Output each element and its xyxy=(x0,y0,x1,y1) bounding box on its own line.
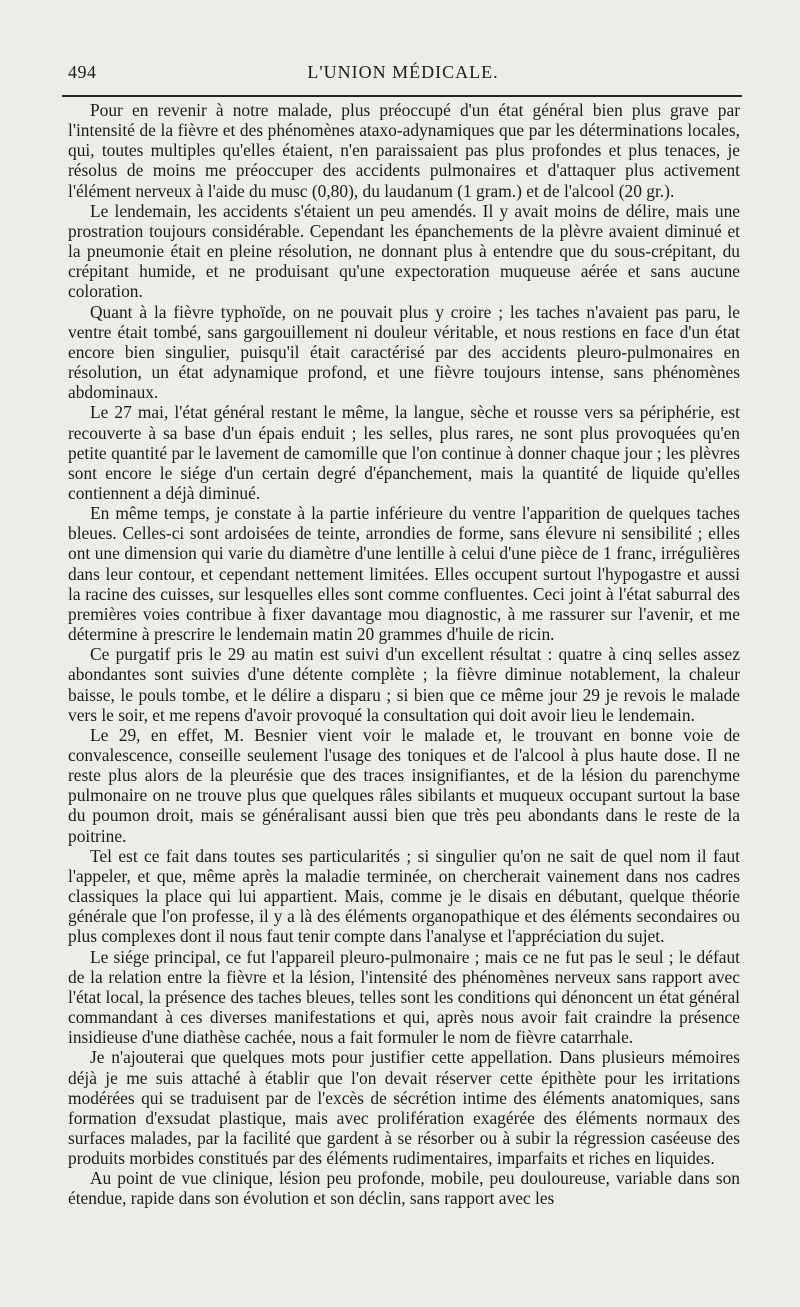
page-number: 494 xyxy=(68,62,97,82)
paragraph: Pour en revenir à notre malade, plus préoccupé d'un état général bien plus grave par l'intensité de la fièvre et des phénomènes ataxo-adynamiques que par les déterminations locales, qui, toutes multiples qu'elles étaient, n'en paraissaient pas plus profondes et plus tenaces, je résolus de moins me préoccuper des accidents pulmonaires et d'attaquer plus activement l'élément nerveux à l'aide du musc (0,80), du laudanum (1 gram.) et de l'alcool (20 gr.). xyxy=(68,100,740,201)
running-title: L'UNION MÉDICALE. xyxy=(307,62,499,82)
page-header xyxy=(68,60,738,90)
header-rule xyxy=(62,95,742,97)
paragraph: Au point de vue clinique, lésion peu profonde, mobile, peu douloureuse, variable dans son étendue, rapide dans son évolution et son déclin, sans rapport avec les xyxy=(68,1168,740,1209)
paragraph: Le lendemain, les accidents s'étaient un peu amendés. Il y avait moins de délire, mais une prostration toujours considérable. Cependant les épanchements de la plèvre avaient diminué et la pneumonie était en pleine résolution, ne donnant plus à entendre que du sous-crépitant, du crépitant humide, et ne produisant qu'une expectoration muqueuse aérée et sans aucune coloration. xyxy=(68,200,740,302)
paragraph: Le 27 mai, l'état général restant le même, la langue, sèche et rousse vers sa périphérie, est recouverte à sa base d'un épais enduit ; les selles, plus rares, ne sont plus provoquées qu'en petite quantité par le lavement de camomille que l'on continue à donner chaque jour ; les plèvres sont encore le siége d'un certain degré d'épanchement, mais la quantité de liquide qu'elles contiennent a déjà diminué. xyxy=(68,402,740,503)
article-body xyxy=(68,100,740,1209)
paragraph: En même temps, je constate à la partie inférieure du ventre l'apparition de quelques taches bleues. Celles-ci sont ardoisées de teinte, arrondies de forme, sans élevure ni sensibilité ; elles ont une dimension qui varie du diamètre d'une lentille à celui d'une pièce de 1 franc, irrégulières dans leur contour, et cependant nettement limitées. Elles occupent surtout l'hypogastre et aussi la racine des cuisses, sur lesquelles elles sont comme confluentes. Ceci joint à l'état saburral des premières voies contribue à fixer davantage mou diagnostic, à me rassurer sur l'avenir, et me détermine à prescrire le lendemain matin 20 grammes d'huile de ricin. xyxy=(68,503,740,645)
paragraph: Le 29, en effet, M. Besnier vient voir le malade et, le trouvant en bonne voie de convalescence, conseille seulement l'usage des toniques et de l'alcool à plus haute dose. Il ne reste plus alors de la pleurésie que des traces insignifiantes, et de la lésion du parenchyme pulmonaire on ne trouve plus que quelques râles sibilants et muqueux occupant surtout la base du poumon droit, mais se généralisant aussi bien que très peu abondants dans le reste de la poitrine. xyxy=(68,724,740,846)
paragraph: Je n'ajouterai que quelques mots pour justifier cette appellation. Dans plusieurs mémoires déjà je me suis attaché à établir que l'on devait réserver cette épithète pour les irritations modérées qui se traduisent par de l'excès de sécrétion intime des éléments anatomiques, sans formation d'exsudat plastique, mais avec prolifération exagérée des éléments normaux des surfaces malades, par la facilité que gardent à se résorber ou à subir la régression caséeuse des produits morbides constitués par des éléments rudimentaires, imparfaits et riches en liquides. xyxy=(68,1047,740,1169)
paragraph: Quant à la fièvre typhoïde, on ne pouvait plus y croire ; les taches n'avaient pas paru, le ventre était tombé, sans gargouillement ni douleur véritable, et nous restions en face d'un état encore bien singulier, puisqu'il était caractérisé par des accidents pleuro-pulmonaires en résolution, un état adynamique profond, et une fièvre toujours intense, sans phénomènes abdominaux. xyxy=(68,301,740,403)
paragraph: Ce purgatif pris le 29 au matin est suivi d'un excellent résultat : quatre à cinq selles assez abondantes sont suivies d'une détente complète ; la fièvre diminue notablement, la chaleur baisse, le pouls tombe, et le délire a disparu ; si bien que ce même jour 29 je revois le malade vers le soir, et me repens d'avoir provoqué la consultation qui doit avoir lieu le lendemain. xyxy=(68,644,740,725)
paragraph: Tel est ce fait dans toutes ses particularités ; si singulier qu'on ne sait de quel nom il faut l'appeler, et que, même après la maladie terminée, on chercherait vainement dans nos cadres classiques la place qui lui appartient. Mais, comme je le disais en débutant, quelque théorie générale que l'on professe, il y a là des éléments organopathique et des éléments secondaires ou plus complexes dont il nous faut tenir compte dans l'analyse et l'appréciation du sujet. xyxy=(68,845,740,947)
paragraph: Le siége principal, ce fut l'appareil pleuro-pulmonaire ; mais ce ne fut pas le seul ; le défaut de la relation entre la fièvre et la lésion, l'intensité des phénomènes nerveux sans rapport avec l'état local, la présence des taches bleues, telles sont les conditions qui dénoncent un état général commandant à ces diverses manifestations et qui, après nous avoir fait craindre la présence insidieuse d'une diathèse cachée, nous a fait formuler le nom de fièvre catarrhale. xyxy=(68,946,740,1048)
